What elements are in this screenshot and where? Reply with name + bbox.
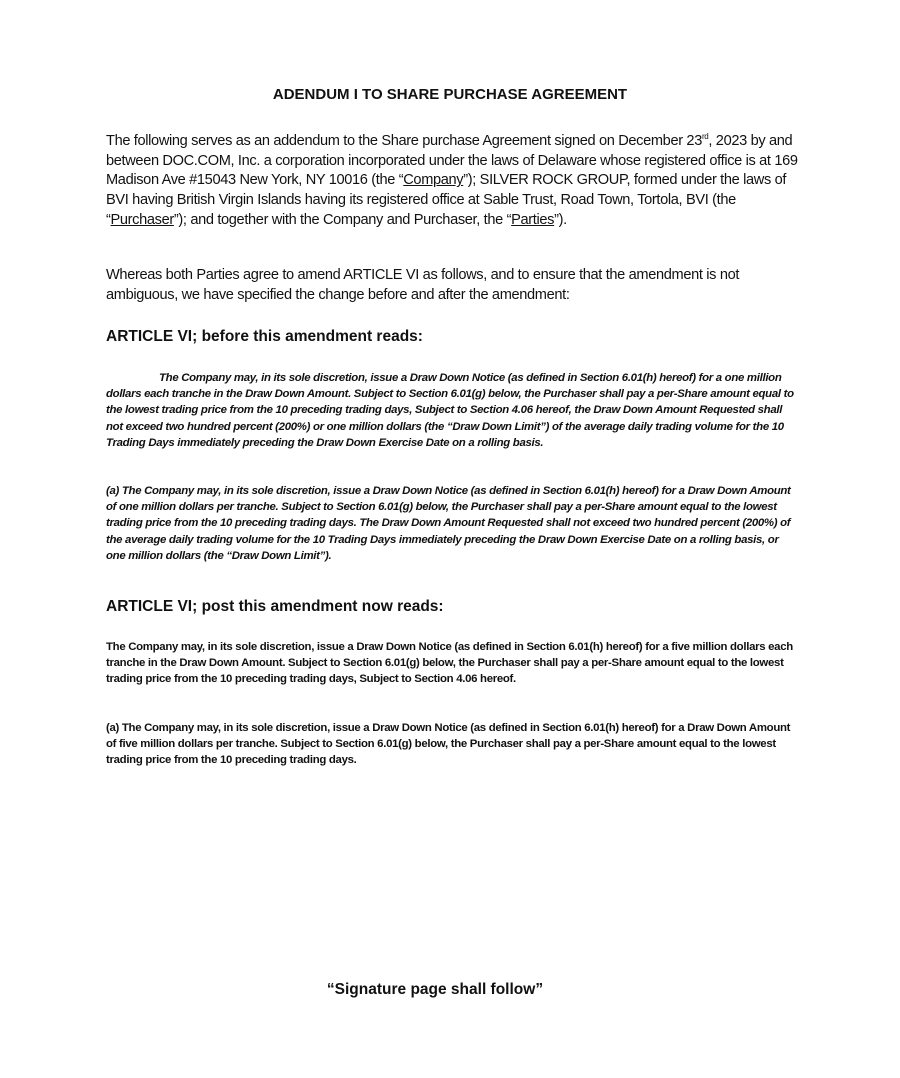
intro-text: ”). — [554, 212, 567, 229]
intro-text: , 2023 by and between DOC.COM, Inc. a corporation incorporated under the laws of Delaware whose registered office is at 169 Madison Ave #15043 New York, NY 10016 (the “ — [106, 132, 798, 189]
after-heading: ARTICLE VI; post this amendment now reads: — [106, 598, 444, 615]
intro-paragraph — [106, 127, 798, 231]
defined-term-purchaser: Purchaser — [110, 212, 174, 229]
signature-note: “Signature page shall follow” — [326, 981, 544, 998]
intro-text: ”); SILVER ROCK GROUP, formed under the laws of BVI having British Virgin Islands having its registered office at Sable Trust, Road Town, Tortola, BVI (the “ — [106, 172, 787, 229]
whereas-paragraph: Whereas both Parties agree to amend ARTICLE VI as follows, and to ensure that the amendment is not ambiguous, we have specified the change before and after the amendment: — [106, 267, 740, 303]
ordinal-suffix: rd — [701, 132, 709, 141]
intro-text: The following serves as an addendum to the Share purchase Agreement signed on December 23 — [106, 132, 702, 149]
defined-term-company: Company — [403, 172, 464, 189]
document-title: ADENDUM I TO SHARE PURCHASE AGREEMENT — [272, 86, 628, 103]
before-heading: ARTICLE VI; before this amendment reads: — [106, 328, 423, 345]
intro-text: ”); and together with the Company and Purchaser, the “ — [173, 212, 512, 229]
defined-term-parties: Parties — [511, 212, 555, 229]
after-paragraph-2: (a) The Company may, in its sole discretion, issue a Draw Down Notice (as defined in Section 6.01(h) hereof) for a Draw Down Amount of five million dollars per tranche. Subject to Section 6.01(g) below, the Purchaser shall pay a per-Share amount equal to the lowest trading price from the 10 preceding trading days. — [106, 722, 791, 767]
before-paragraph-1: The Company may, in its sole discretion, issue a Draw Down Notice (as defined in Section 6.01(h) hereof) for a one million dollars each tranche in the Draw Down Amount. Subject to Section 6.01(g) below, the Purchaser shall pay a per-Share amount equal to the lowest trading price from the 10 preceding trading days, Subject to Section 4.06 hereof, the Draw Down Amount Requested shall not exceed two hundred percent (200%) or one million dollars (the “Draw Down Limit”) of the average daily trading volume for the 10 Trading Days immediately preceding the Draw Down Exercise Date on a rolling basis. — [106, 372, 794, 449]
before-paragraph-2: (a) The Company may, in its sole discretion, issue a Draw Down Notice (as defined in Section 6.01(h) hereof) for a Draw Down Amount of one million dollars per tranche. Subject to Section 6.01(g) below, the Purchaser shall pay a per-Share amount equal to the lowest trading price from the 10 preceding trading days. The Draw Down Amount Requested shall not exceed two hundred percent (200%) of the average daily trading volume for the 10 Trading Days immediately preceding the Draw Down Exercise Date on a rolling basis, or one million dollars (the “Draw Down Limit”). — [106, 485, 791, 562]
after-paragraph-1: The Company may, in its sole discretion, issue a Draw Down Notice (as defined in Section 6.01(h) hereof) for a five million dollars each tranche in the Draw Down Amount. Subject to Section 6.01(g) below, the Purchaser shall pay a per-Share amount equal to the lowest trading price from the 10 preceding trading days, Subject to Section 4.06 hereof. — [106, 641, 793, 686]
